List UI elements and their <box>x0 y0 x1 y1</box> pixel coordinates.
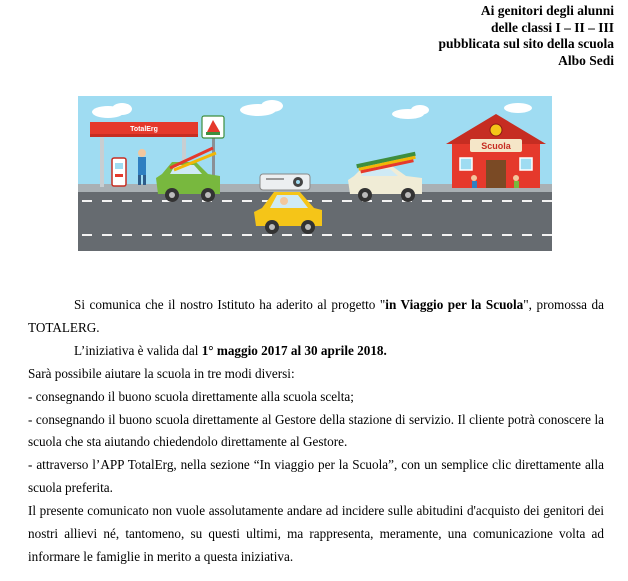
addressee-line: Albo Sedi <box>558 52 614 68</box>
project-name: in Viaggio per la Scuola <box>385 297 524 312</box>
station-sign-text: TotalErg <box>130 126 158 133</box>
ways-intro-paragraph: Sarà possibile aiutare la scuola in tre modi diversi: <box>28 365 295 381</box>
project-announcement-paragraph <box>28 294 604 340</box>
validity-period: 1° maggio 2017 al 30 aprile 2018. <box>201 342 387 358</box>
addressee-line: delle classi I – II – III <box>490 19 614 35</box>
addressee-line: pubblicata sul sito della scuola <box>438 36 614 51</box>
validity-text: L’iniziativa è valida dal <box>74 342 202 358</box>
project-text-after: ", promossa da TOTALERG. <box>28 297 604 335</box>
disclaimer-paragraph: Il presente comunicato non vuole assolutamente andare ad incidere sulle abitudini d'acquisto dei genitori dei nostri allievi né, tantomeno, su questi ultimi, ma rappresenta, meramente, una comunicazione volta ad informare le famiglie in merito a questa iniziativa. <box>28 503 604 564</box>
option-station-paragraph: - consegnando il buono scuola direttamente al Gestore della stazione di servizio. Il cliente potrà conoscere la scuola che sta aiutando chiedendolo direttamente al Gestore. <box>28 411 604 450</box>
clock-icon <box>490 124 502 136</box>
option-app-paragraph: - attraverso l’APP TotalErg, nella sezione “In viaggio per la Scuola”, con un semplice clic direttamente alla scuola preferita. <box>28 457 604 496</box>
school-sign-text: Scuola <box>481 141 511 151</box>
addressee-block <box>438 3 614 69</box>
project-banner-illustration <box>78 96 552 251</box>
validity-paragraph <box>28 340 604 363</box>
addressee-line: Ai genitori degli alunni <box>480 3 614 18</box>
project-text-before: Si comunica che il nostro Istituto ha aderito al progetto " <box>74 297 386 312</box>
fuel-pump-icon <box>112 158 126 186</box>
option-school-paragraph: - consegnando il buono scuola direttamente alla scuola scelta; <box>28 388 354 404</box>
circular-body <box>28 294 604 569</box>
projector-icon <box>260 174 310 190</box>
